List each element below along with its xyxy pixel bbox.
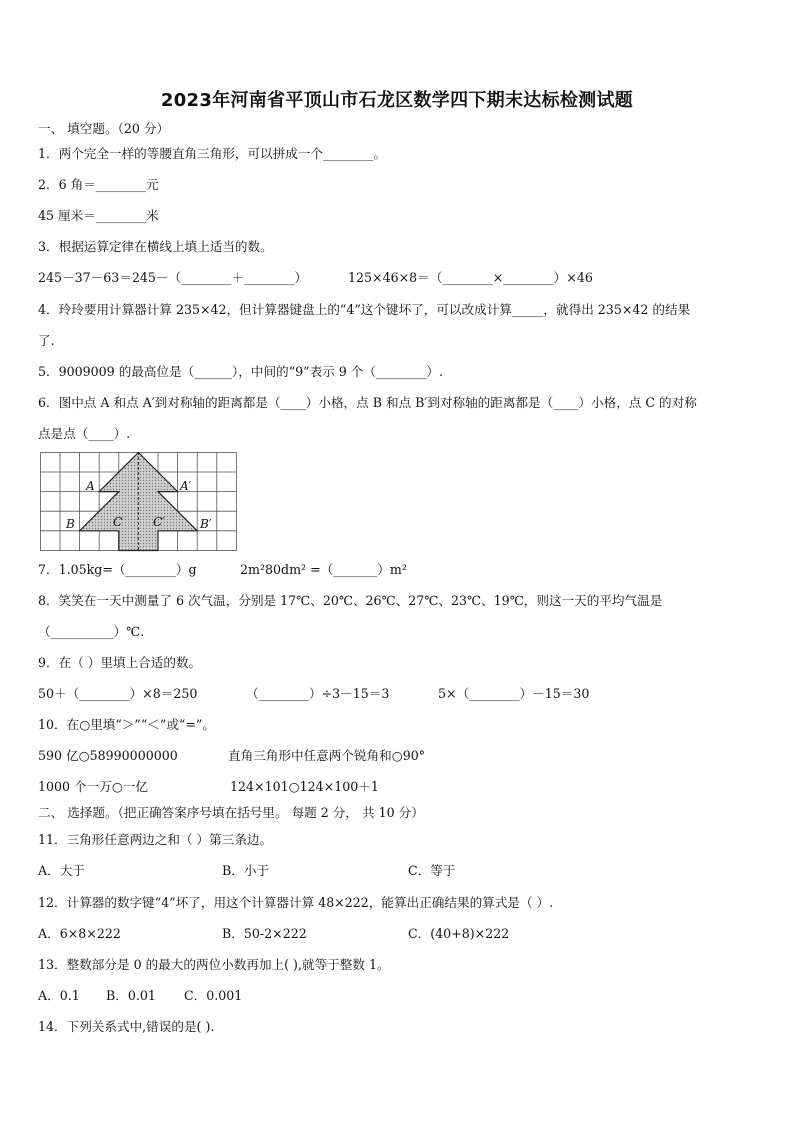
question-2a: 2．6 角＝________元 [38,177,159,192]
question-10c: 1000 个一万○一亿 [38,779,149,794]
question-6-line2: 点是点（____）. [38,426,131,441]
question-10: 10．在○里填“＞”“＜”或“=”。 [38,717,215,732]
label-c: C [113,515,123,529]
question-11-option-c: C．等于 [408,863,456,878]
question-13: 13．整数部分是 0 的最大的两位小数再加上( ),就等于整数 1。 [38,957,390,972]
question-5: 5．9009009 的最高位是（______），中间的“9”表示 9 个（________）. [38,364,443,379]
question-12-option-a: A．6×8×222 [38,926,121,941]
question-3a: 245－37－63＝245－（________＋________） [38,270,308,285]
question-2b: 45 厘米＝________米 [38,208,159,223]
question-9c: 5×（________）－15＝30 [438,686,590,701]
question-7b: 2m²80dm² =（_______）m² [240,562,407,577]
question-4-line1: 4．玲玲要用计算器计算 235×42，但计算器键盘上的“4”这个键坏了，可以改成计算_____，就得出 235×42 的结果 [38,302,691,317]
label-b-prime: B′ [200,517,212,531]
section-fill-in-header: 一、 填空题。（20 分） [38,121,170,136]
question-6-line1: 6．图中点 A 和点 A′到对称轴的距离都是（____）小格，点 B 和点 B′到对称轴的距离都是（____）小格，点 C 的对称 [38,395,697,410]
question-12-option-b: B．50-2×222 [222,926,307,941]
question-10b: 直角三角形中任意两个锐角和○90° [228,748,426,763]
question-13-option-b: B．0.01 [106,988,156,1003]
symmetry-figure [40,452,238,556]
question-13-option-c: C．0.001 [184,988,243,1003]
label-a-prime: A′ [180,479,192,493]
question-13-option-a: A．0.1 [38,988,80,1003]
question-8-line1: 8．笑笑在一天中测量了 6 次气温，分别是 17℃、20℃、26℃、27℃、23℃、19℃，则这一天的平均气温是 [38,593,663,608]
question-1: 1．两个完全一样的等腰直角三角形，可以拼成一个________。 [38,146,387,161]
question-14: 14．下列关系式中,错误的是( ). [38,1019,215,1034]
question-3b: 125×46×8＝（________×________）×46 [348,270,593,285]
label-b: B [66,517,75,531]
question-12: 12．计算器的数字键“4”坏了，用这个计算器计算 48×222，能算出正确结果的算式是（ ）. [38,895,554,910]
question-8-line2: （__________）℃. [38,624,145,639]
label-c-prime: C′ [153,515,165,529]
question-3: 3．根据运算定律在横线上填上适当的数。 [38,239,273,254]
page-title: 2023年河南省平顶山市石龙区数学四下期末达标检测试题 [160,90,634,111]
question-4-line2: 了. [38,333,55,348]
question-10d: 124×101○124×100＋1 [230,779,379,794]
label-a: A [86,479,95,493]
question-10a: 590 亿○58990000000 [38,748,178,763]
question-7a: 7．1.05kg=（________）g [38,562,197,577]
question-9: 9．在（ ）里填上合适的数。 [38,655,202,670]
question-11: 11．三角形任意两边之和（ ）第三条边。 [38,832,273,847]
question-9a: 50＋（________）×8＝250 [38,686,198,701]
question-9b: （________）÷3－15＝3 [246,686,390,701]
question-11-option-a: A．大于 [38,863,85,878]
question-11-option-b: B．小于 [222,863,270,878]
question-12-option-c: C．(40+8)×222 [408,926,510,941]
section-choice-header: 二、 选择题。（把正确答案序号填在括号里。 每题 2 分， 共 10 分） [38,805,424,820]
symmetry-grid-svg [40,452,238,552]
